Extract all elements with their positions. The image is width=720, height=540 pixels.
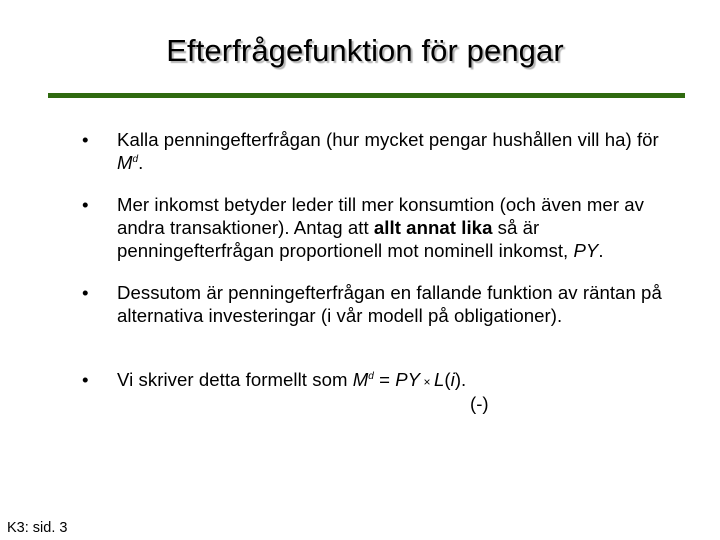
bullet-text: Mer inkomst betyder leder till mer konsumtion (och även mer av andra transaktioner). Antag att [117,194,645,238]
bullet-income-proportionality [117,193,677,262]
bold-phrase: allt annat lika [373,217,493,238]
bullet-marker: • [82,129,89,150]
slide-title: Efterfrågefunktion för pengar [166,33,564,68]
symbol-m: M [352,369,369,390]
bullet-marker: • [82,369,89,390]
symbol-superscript-d: d [132,154,139,165]
bullet-interest-rate-dependence: Dessutom är penningefterfrågan en fallande funktion av räntan på alternativa investeringar (i vår modell på obligationer). [117,282,662,326]
bullet-money-demand-definition [117,128,677,174]
bullet-text: Vi skriver detta formellt som [117,369,353,390]
symbol-py: PY [395,369,421,390]
negative-sign-annotation: (-) [470,393,489,414]
bullet-text: så är penningefterfrågan proportionell mot nominell inkomst, [117,217,574,261]
bullet-formal-equation [117,368,677,394]
bullet-text: Kalla penningefterfrågan (hur mycket pengar hushållen vill ha) för [117,129,659,150]
symbol-l: L [433,369,445,390]
bullet-marker: • [82,194,89,215]
slide-footer: K3: sid. 3 [7,520,68,536]
close-paren: ). [454,369,467,390]
symbol-m: M [117,152,133,173]
open-paren: ( [444,369,451,390]
equals-sign: = [373,369,396,390]
symbol-superscript-d: d [368,371,374,382]
symbol-py: PY [573,240,599,261]
times-sign: × [420,375,434,389]
symbol-i: i [450,369,455,390]
bullet-text-end: . [598,240,604,261]
bullet-text-end: . [138,152,144,173]
bullet-marker: • [82,282,89,303]
